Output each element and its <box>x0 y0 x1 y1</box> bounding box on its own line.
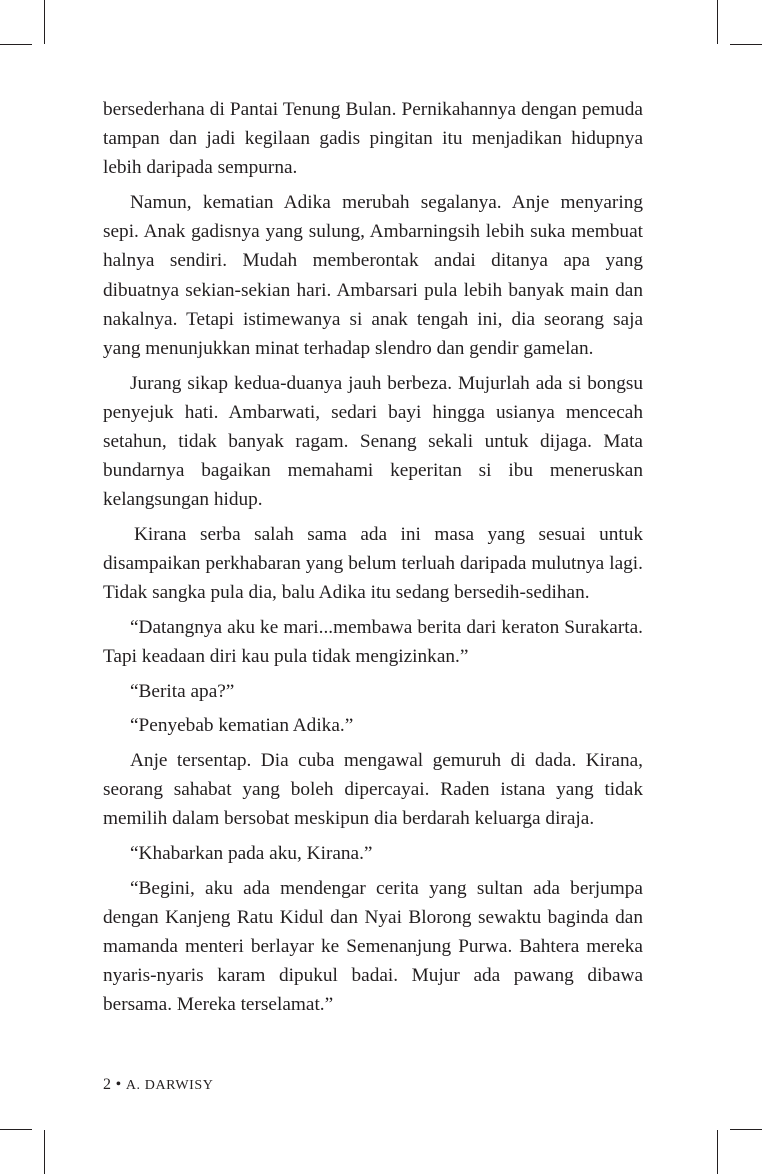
crop-mark-bottom-left-vertical <box>44 1130 45 1174</box>
dialogue-paragraph: “Datangnya aku ke mari...membawa berita dari keraton Surakarta. Tapi keadaan diri kau pula tidak mengizinkan.” <box>103 617 643 668</box>
footer-separator: • <box>115 1076 122 1093</box>
paragraph: Kirana serba salah sama ada ini masa yang sesuai untuk disampaikan perkhabaran yang belum terluah daripada mulutnya lagi. Tidak sangka pula dia, balu Adika itu sedang bersedih-sedihan. <box>103 524 643 604</box>
crop-mark-top-right-vertical <box>717 0 718 44</box>
dialogue-paragraph: “Khabarkan pada aku, Kirana.” <box>130 843 373 864</box>
body-text <box>103 95 643 1025</box>
crop-mark-top-left-horizontal <box>0 44 32 45</box>
paragraph: Anje tersentap. Dia cuba mengawal gemuruh di dada. Kirana, seorang sahabat yang boleh dipercayai. Raden istana yang tidak memilih dalam bersobat meskipun dia berdarah keluarga diraja. <box>103 750 643 830</box>
author-name: A. DARWISY <box>125 1078 214 1093</box>
crop-mark-bottom-left-horizontal <box>0 1129 32 1130</box>
crop-mark-top-left-vertical <box>44 0 45 44</box>
dialogue-paragraph: “Penyebab kematian Adika.” <box>130 715 354 737</box>
dialogue-paragraph: “Begini, aku ada mendengar cerita yang sultan ada berjumpa dengan Kanjeng Ratu Kidul dan Nyai Blorong sewaktu baginda dan mamanda menteri berlayar ke Semenanjung Purwa. Bahtera mereka nyaris-nyaris karam dipukul badai. Mujur ada pawang dibawa bersama. Mereka terselamat.” <box>103 877 643 1016</box>
paragraph: Namun, kematian Adika merubah segalanya. Anje menyaring sepi. Anak gadisnya yang sulung, Ambarningsih lebih suka membuat halnya sendiri. Mudah memberontak andai ditanya apa yang dibuatnya sekian-sekian hari. Ambarsari pula lebih banyak main dan nakalnya. Tetapi istimewanya si anak tengah ini, dia seorang saja yang menunjukkan minat terhadap slendro dan gendir gamelan. <box>103 192 643 360</box>
crop-mark-top-right-horizontal <box>730 44 762 45</box>
paragraph: Jurang sikap kedua-duanya jauh berbeza. Mujurlah ada si bongsu penyejuk hati. Ambarwati, sedari bayi hingga usianya mencecah setahun, tidak banyak ragam. Senang sekali untuk dijaga. Mata bundarnya bagaikan memahami keperitan si ibu meneruskan kelangsungan hidup. <box>103 372 643 511</box>
paragraph: bersederhana di Pantai Tenung Bulan. Pernikahannya dengan pemuda tampan dan jadi kegilaan gadis pingitan itu menjadikan hidupnya lebih daripada sempurna. <box>103 99 643 179</box>
dialogue-paragraph: “Berita apa?” <box>130 680 235 702</box>
crop-mark-bottom-right-vertical <box>717 1130 718 1174</box>
crop-mark-bottom-right-horizontal <box>730 1129 762 1130</box>
page-footer <box>103 1075 214 1096</box>
page-number: 2 <box>103 1076 112 1093</box>
